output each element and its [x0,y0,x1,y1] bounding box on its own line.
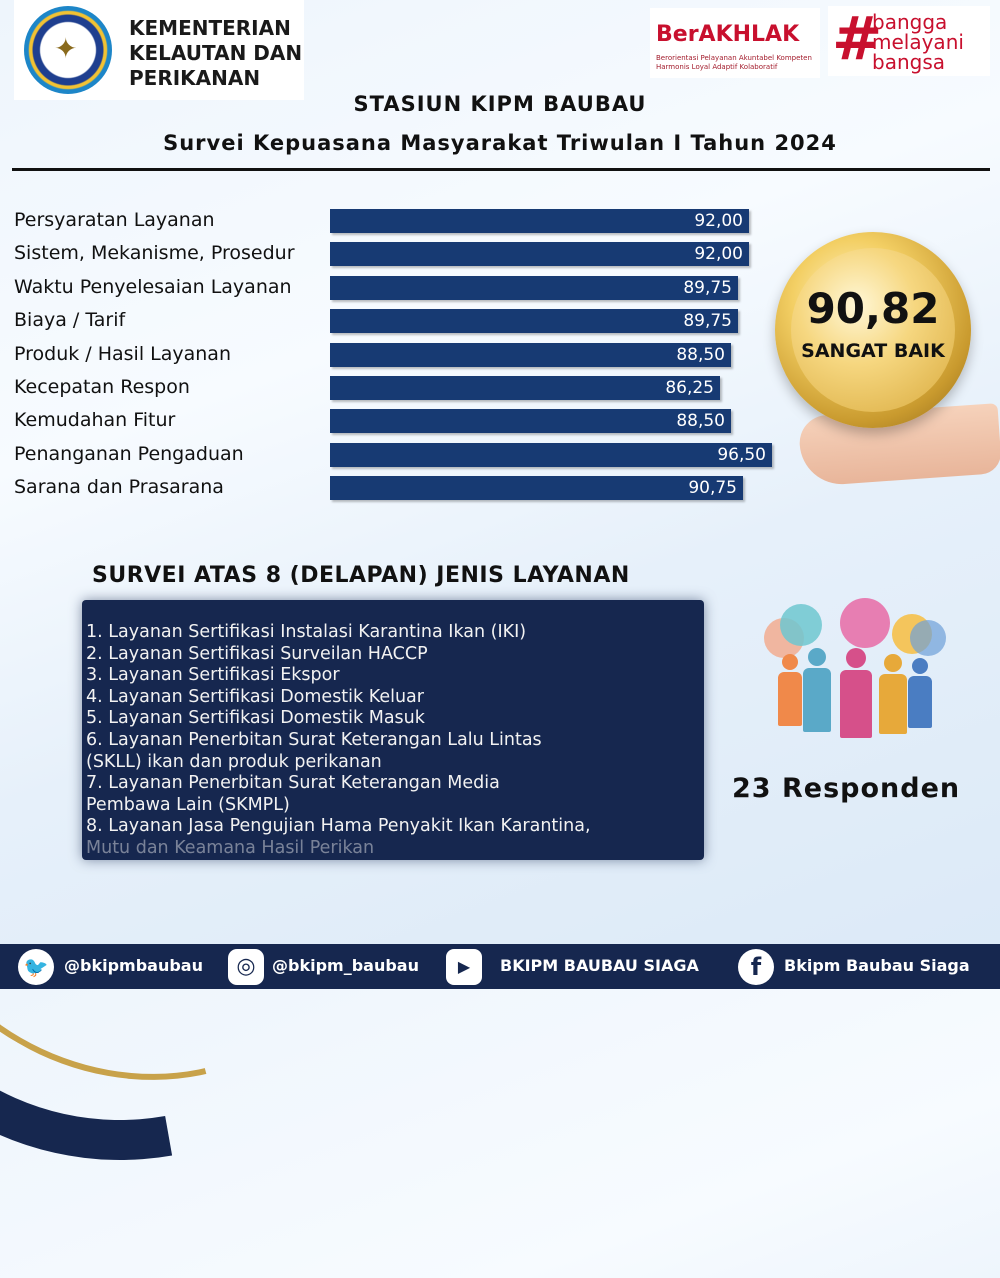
ministry-line-2: KELAUTAN DAN [129,41,303,65]
youtube-icon[interactable]: ▶ [446,949,482,985]
score-category: SANGAT BAIK [801,340,945,362]
survey-list-item: 4. Layanan Sertifikasi Domestik Keluar [86,686,424,707]
bar [330,309,738,333]
survey-list-item: 7. Layanan Penerbitan Surat Keterangan Media [86,773,500,794]
twitter-handle[interactable]: @bkipmbaubau [64,956,203,975]
bar-value-label: 88,50 [676,344,725,365]
bar [330,409,731,433]
bar-label: Penanganan Pengaduan [14,442,244,465]
bar-label: Kemudahan Fitur [14,409,176,432]
survey-heading: SURVEI ATAS 8 (DELAPAN) JENIS LAYANAN [92,563,630,588]
bar [330,443,772,467]
bar [330,242,749,266]
bar-value-label: 89,75 [683,277,732,298]
bar-label: Kecepatan Respon [14,376,190,398]
bar-value-label: 92,00 [694,244,743,265]
bar-value-label: 92,00 [694,211,743,231]
bar-value-label: 88,50 [676,411,725,432]
bar [330,276,738,300]
overall-score: 90,82 [806,284,940,333]
bar-value-label: 89,75 [683,311,732,332]
title-divider [12,168,990,171]
survey-list-item: (SKLL) ikan dan produk perikanan [86,751,382,772]
bar-value-label: 86,25 [665,378,714,398]
bar-value-label: 96,50 [717,444,766,465]
bangga-melayani-bangsa-logo [828,6,990,76]
page-subtitle: Survei Kepuasana Masyarakat Triwulan I Tahun 2024 [163,131,837,155]
survey-list-item: Pembawa Lain (SKMPL) [86,794,290,815]
bar-label: Persyaratan Layanan [14,209,215,231]
bar [330,376,720,400]
ministry-line-3: PERIKANAN [129,66,261,90]
survey-list-item: Mutu dan Keamana Hasil Perikan [86,838,375,858]
page-title: STASIUN KIPM BAUBAU [353,92,647,116]
bangga-line-1: bangga [872,10,948,34]
bangga-line-2: melayani [872,30,964,54]
bar-value-label: 90,75 [688,478,737,499]
garuda-emblem-icon: ✦ [24,6,112,94]
twitter-icon[interactable]: 🐦 [18,949,54,985]
social-footer [0,944,1000,989]
ministry-logo [14,0,304,100]
berakhlak-word: BerAKHLAK [656,22,800,47]
survey-list-item: 5. Layanan Sertifikasi Domestik Masuk [86,708,425,729]
youtube-channel[interactable]: BKIPM BAUBAU SIAGA [500,956,699,975]
bar [330,209,749,233]
survey-list-item: 8. Layanan Jasa Pengujian Hama Penyakit Ikan Karantina, [86,816,591,837]
bar-label: Sistem, Mekanisme, Prosedur [14,242,295,265]
respondents-illustration [760,598,960,758]
survey-list-item: 6. Layanan Penerbitan Surat Keterangan Lalu Lintas [86,730,542,750]
bar [330,343,731,367]
survey-list-item: 2. Layanan Sertifikasi Surveilan HACCP [86,643,428,664]
facebook-icon[interactable]: f [738,949,774,985]
berakhlak-tagline: Berorientasi Pelayanan Akuntabel Kompeten Harmonis Loyal Adaptif Kolaboratif [656,54,812,71]
instagram-icon[interactable]: ◎ [228,949,264,985]
facebook-page[interactable]: Bkipm Baubau Siaga [784,956,970,975]
survey-list-item: 1. Layanan Sertifikasi Instalasi Karantina Ikan (IKI) [86,622,527,642]
survey-list-item: 3. Layanan Sertifikasi Ekspor [86,665,340,686]
bar-label: Sarana dan Prasarana [14,476,224,499]
bar-label: Waktu Penyelesaian Layanan [14,275,292,298]
score-medal [775,232,971,428]
berakhlak-logo [650,8,820,78]
bar-label: Biaya / Tarif [14,309,126,332]
ministry-name [129,16,302,91]
bar [330,476,743,500]
instagram-handle[interactable]: @bkipm_baubau [272,956,419,975]
ministry-line-1: KEMENTERIAN [129,16,291,40]
bangga-line-3: bangsa [872,50,945,74]
respondent-count: 23 Responden [732,773,961,804]
bar-label: Produk / Hasil Layanan [14,342,231,365]
hashtag-icon: # [832,4,883,74]
